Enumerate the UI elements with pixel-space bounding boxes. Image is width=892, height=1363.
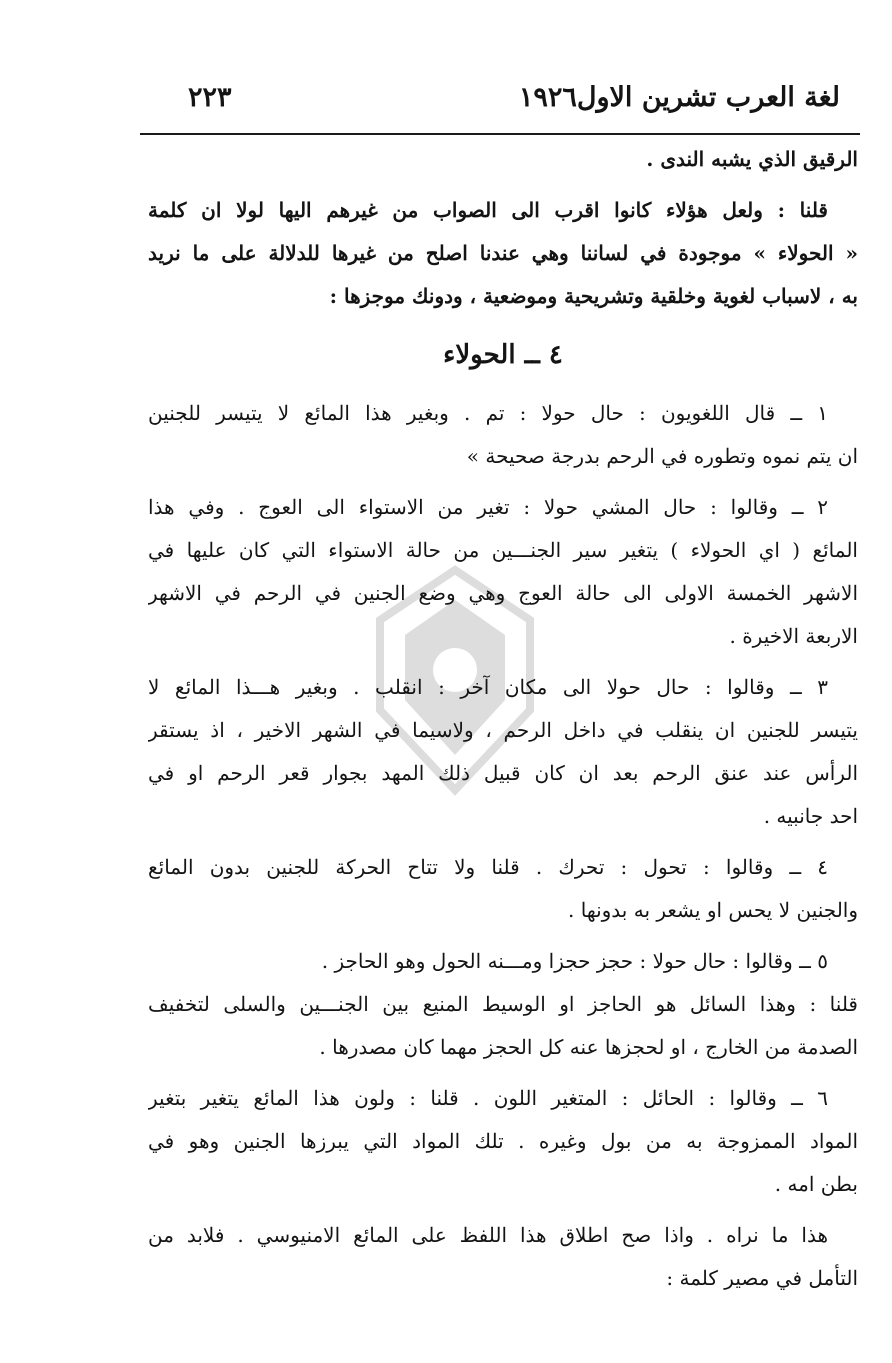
paragraph-line: المواد الممزوجة به من بول وغيره . تلك المواد التي يبرزها الجنين وهو في (148, 1129, 858, 1153)
paragraph-line: الرأس عند عنق الرحم بعد ان كان قبيل ذلك المهد بجوار قعر الرحم او في (148, 761, 858, 785)
paragraph-line: الصدمة من الخارج ، او لحجزها عنه كل الحجز مهما كان مصدرها . (319, 1035, 858, 1059)
paragraph-line: ٤ ــ وقالوا : تحول : تحرك . قلنا ولا تتاح الحركة للجنين بدون المائع (148, 855, 828, 879)
paragraph-line: قلنا : وهذا السائل هو الحاجز او الوسيط المنيع بين الجنـــين والسلى لتخفيف (148, 992, 858, 1016)
header-rule (140, 133, 860, 135)
journal-title: لغة العرب تشرين الاول١٩٢٦ (518, 82, 840, 113)
paragraph-line: بطن امه . (774, 1172, 858, 1196)
paragraph-line: ١ ــ قال اللغويون : حال حولا : تم . وبغير هذا المائع لا يتيسر للجنين (148, 401, 828, 425)
paragraph-line: الاشهر الخمسة الاولى الى حالة العوج وهي وضع الجنين في الرحم في الاشهر (148, 581, 858, 605)
paragraph-line: الاربعة الاخيرة . (729, 624, 858, 648)
paragraph-line: ٣ ــ وقالوا : حال حولا الى مكان آخر : انقلب . وبغير هـــذا المائع لا (148, 675, 828, 699)
paragraph-line: احد جانبيه . (763, 804, 858, 828)
paragraph-line: يتيسر للجنين ان ينقلب في داخل الرحم ، ولاسيما في الشهر الاخير ، اذ يستقر (148, 718, 858, 742)
paragraph-line: هذا ما نراه . واذا صح اطلاق هذا اللفظ على المائع الامنيوسي . فلابد من (148, 1223, 828, 1247)
paragraph-line: به ، لاسباب لغوية وخلقية وتشريحية وموضعية ، ودونك موجزها : (329, 284, 858, 308)
section-title: ٤ ــ الحولاء (443, 340, 563, 370)
paragraph-line: التأمل في مصير كلمة : (666, 1266, 858, 1290)
page-number: ٢٢٣ (188, 82, 232, 113)
paragraph-line: ٦ ــ وقالوا : الحائل : المتغير اللون . قلنا : ولون هذا المائع يتغير بتغير (148, 1086, 828, 1110)
paragraph-line: ٥ ــ وقالوا : حال حولا : حجز حجزا ومـــنه الحول وهو الحاجز . (321, 949, 828, 973)
paragraph-line: « الحولاء » موجودة في لساننا وهي عندنا اصلح من غيرها للدلالة على ما نريد (148, 241, 858, 265)
paragraph-line: الرقيق الذي يشبه الندى . (646, 147, 858, 171)
paragraph-line: والجنين لا يحس او يشعر به بدونها . (568, 898, 858, 922)
paragraph-line: ٢ ــ وقالوا : حال المشي حولا : تغير من الاستواء الى العوج . وفي هذا (148, 495, 828, 519)
paragraph-line: قلنا : ولعل هؤلاء كانوا اقرب الى الصواب من غيرهم اليها لولا ان كلمة (148, 198, 828, 222)
paragraph-line: ان يتم نموه وتطوره في الرحم بدرجة صحيحة » (466, 444, 858, 468)
page-header (140, 78, 860, 128)
article-body (148, 138, 858, 1300)
paragraph-line: المائع ( اي الحولاء ) يتغير سير الجنـــين من حالة الاستواء التي كان عليها في (148, 538, 858, 562)
